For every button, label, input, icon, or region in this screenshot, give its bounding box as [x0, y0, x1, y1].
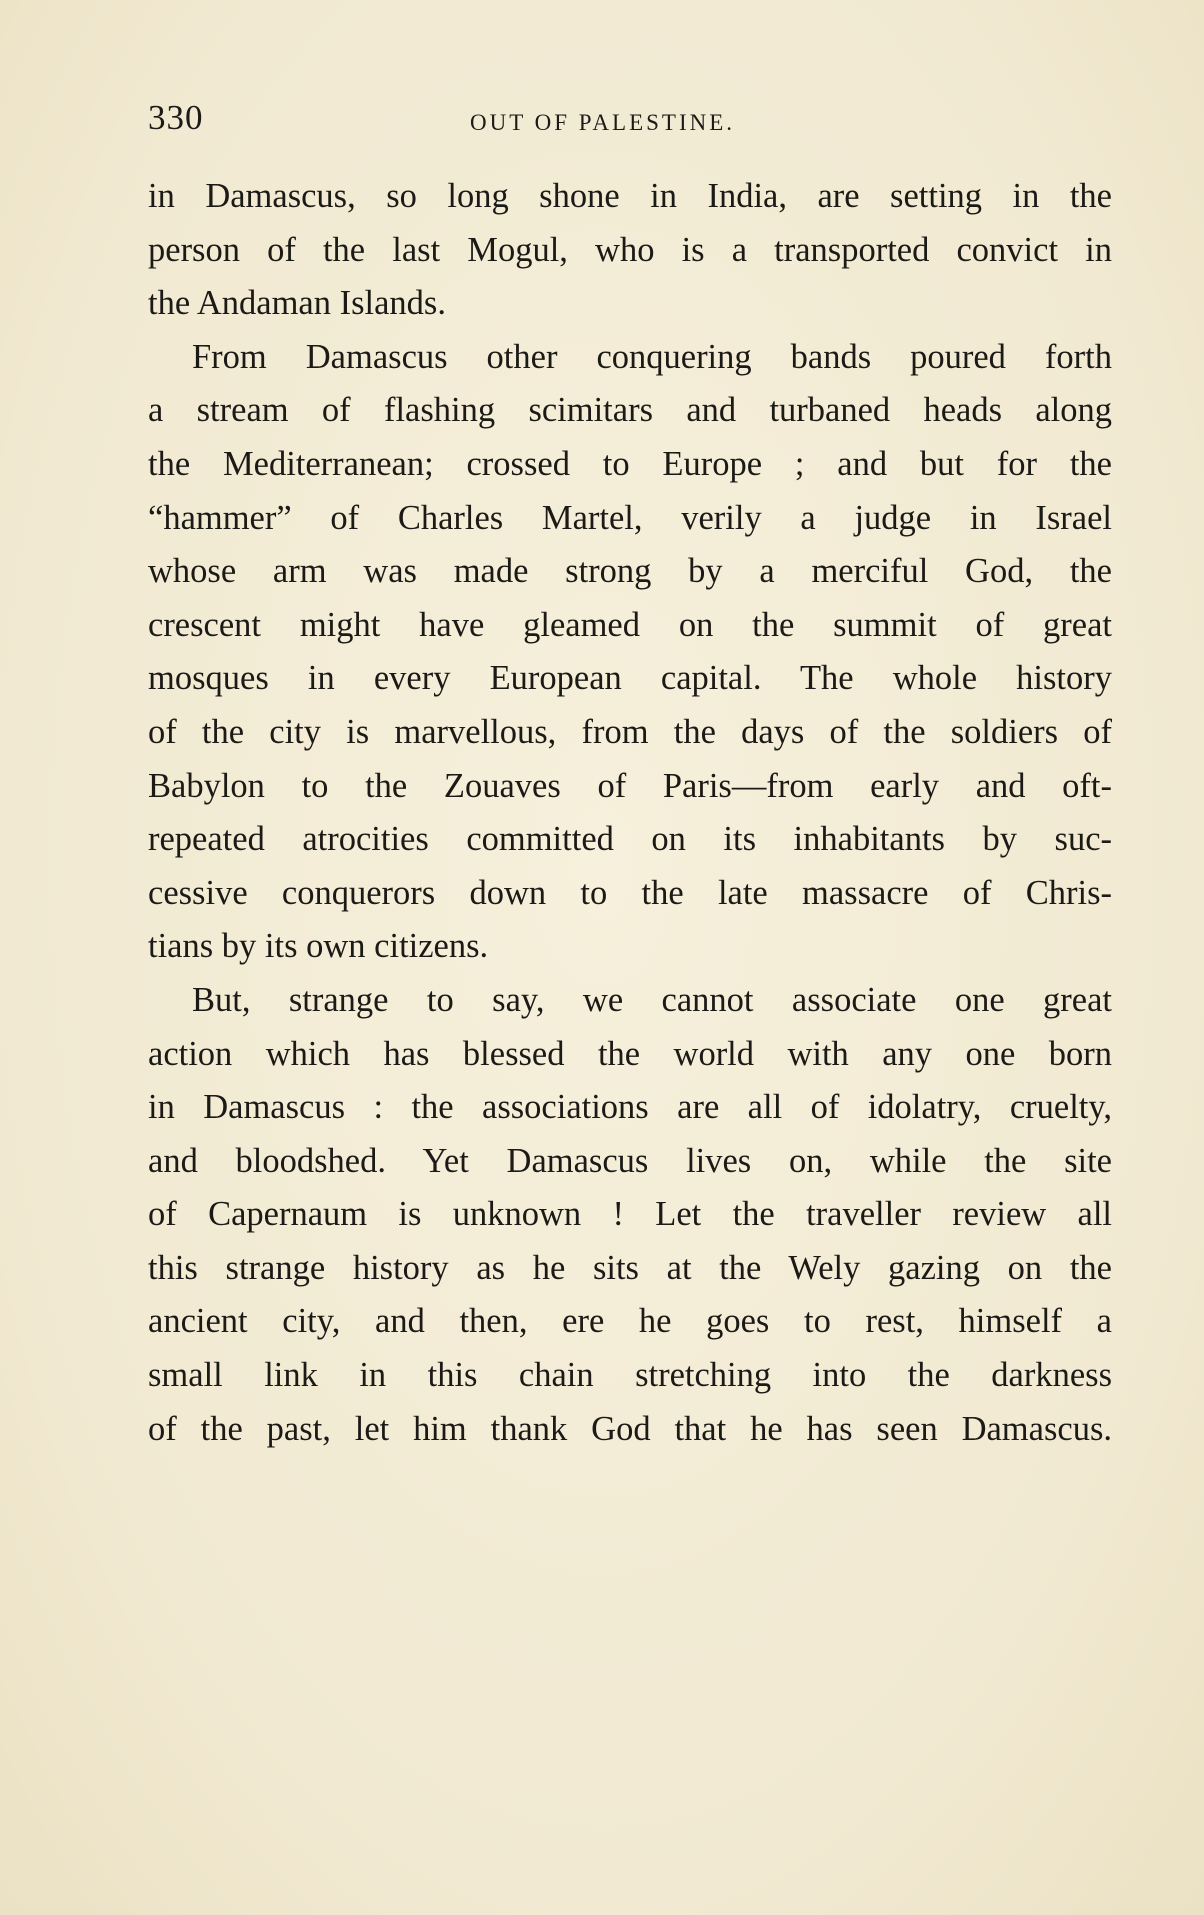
page-header: [148, 98, 1112, 148]
text-line: mosques in every European capital. The whole history: [148, 659, 1112, 698]
text-line: this strange history as he sits at the Wely gazing on the: [148, 1248, 1112, 1287]
running-head: OUT OF PALESTINE.: [470, 110, 736, 135]
text-line: in Damascus, so long shone in India, are setting in the: [148, 177, 1112, 215]
text-line: repeated atrocities committed on its inhabitants by suc-: [148, 820, 1112, 859]
text-line: whose arm was made strong by a merciful God, the: [148, 552, 1112, 591]
text-line: cessive conquerors down to the late massacre of Chris-: [148, 873, 1112, 912]
paragraph-2: [148, 331, 1112, 974]
text-line: the Andaman Islands.: [148, 284, 446, 323]
paragraph-3: [148, 974, 1112, 1456]
text-line: “hammer” of Charles Martel, verily a judge in Israel: [148, 498, 1112, 537]
text-line: person of the last Mogul, who is a transported convict in: [148, 230, 1112, 269]
text-line: the Mediterranean; crossed to Europe ; and but for the: [148, 444, 1112, 483]
text-line: action which has blessed the world with any one born: [148, 1034, 1112, 1073]
text-line: Babylon to the Zouaves of Paris—from early and oft-: [148, 766, 1112, 805]
text-line: ancient city, and then, ere he goes to rest, himself a: [148, 1302, 1112, 1341]
paragraph-1: [148, 170, 1112, 331]
text-line: But, strange to say, we cannot associate one great: [192, 980, 1112, 1019]
text-line: of Capernaum is unknown ! Let the traveller review all: [148, 1195, 1112, 1234]
text-line: in Damascus : the associations are all of idolatry, cruelty,: [148, 1088, 1112, 1127]
text-line: small link in this chain stretching into the darkness: [148, 1356, 1112, 1395]
text-line: and bloodshed. Yet Damascus lives on, while the site: [148, 1141, 1112, 1180]
text-line: a stream of flashing scimitars and turbaned heads along: [148, 391, 1112, 430]
text-line: crescent might have gleamed on the summit of great: [148, 605, 1112, 644]
body-text: [148, 170, 1112, 1456]
text-line: From Damascus other conquering bands poured forth: [192, 337, 1112, 376]
text-line: tians by its own citizens.: [148, 927, 489, 966]
text-line: of the past, let him thank God that he has seen Damascus.: [148, 1409, 1112, 1448]
text-line: of the city is marvellous, from the days of the soldiers of: [148, 712, 1112, 751]
page-number: 330: [148, 98, 204, 137]
